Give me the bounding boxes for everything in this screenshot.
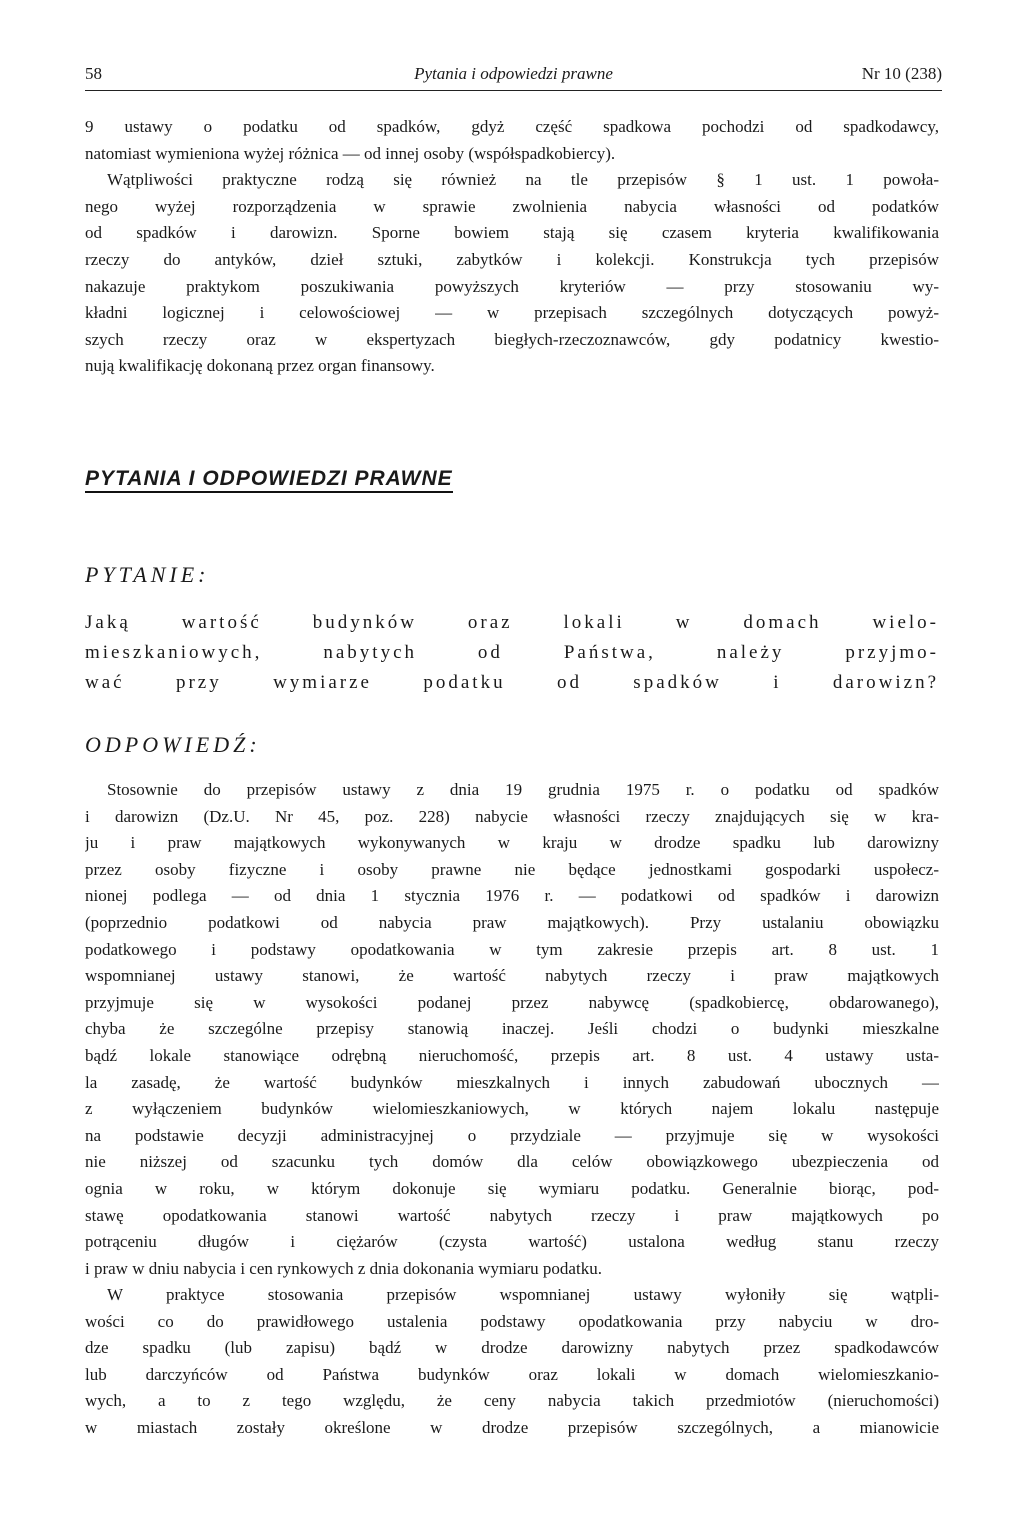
text-line: stawę opodatkowania stanowi wartość nabytych rzeczy i praw majątkowych po xyxy=(85,1205,939,1225)
text-line: i darowizn (Dz.U. Nr 45, poz. 228) nabycie własności rzeczy znajdujących się w kra- xyxy=(85,806,939,826)
text-line: ju i praw majątkowych wykonywanych w kraju w drodze spadku lub darowizny xyxy=(85,833,939,853)
text-line: w miastach zostały określone w drodze przepisów szczególnych, a mianowicie xyxy=(85,1417,939,1437)
running-title: Pytania i odpowiedzi prawne xyxy=(414,64,613,83)
text-line: potrąceniu długów i ciężarów (czysta wartość) ustalona według stanu rzeczy xyxy=(85,1232,939,1252)
text-line: wspomnianej ustawy stanowi, że wartość nabytych rzeczy i praw majątkowych xyxy=(85,966,939,986)
answer-label: ODPOWIEDŹ: xyxy=(85,732,261,757)
text-line: podatkowego i podstawy opodatkowania w tym zakresie przepis art. 8 ust. 1 xyxy=(85,939,939,959)
text-line: dze spadku (lub zapisu) bądź w drodze darowizny nabytych przez spadkodawców xyxy=(85,1338,939,1358)
text-line: nie niższej od szacunku tych domów dla celów obowiązkowego ubezpieczenia od xyxy=(85,1152,939,1172)
text-line: od spadków i darowizn. Sporne bowiem stają się czasem kryteria kwalifikowania xyxy=(85,223,939,243)
text-line: bądź lokale stanowiące odrębną nieruchomość, przepis art. 8 ust. 4 ustawy usta- xyxy=(85,1045,939,1065)
text-line: z wyłączeniem budynków wielomieszkaniowych, w których najem lokalu następuje xyxy=(85,1099,939,1119)
text-line: szych rzeczy oraz w ekspertyzach biegłych-rzeczoznawców, gdy podatnicy kwestio- xyxy=(85,329,939,349)
text-line: natomiast wymieniona wyżej różnica — od innej osoby (współspadkobiercy). xyxy=(85,143,616,163)
text-line: 9 ustawy o podatku od spadków, gdyż część spadkowa pochodzi od spadkodawcy, xyxy=(85,117,939,136)
text-line: rzeczy do antyków, dzieł sztuki, zabytków i kolekcji. Konstrukcja tych przepisów xyxy=(85,249,939,269)
text-line: ognia w roku, w którym dokonuje się wymiaru podatku. Generalnie biorąc, pod- xyxy=(85,1178,939,1198)
text-line: wości co do prawidłowego ustalenia podstawy opodatkowania przy nabyciu w dro- xyxy=(85,1311,939,1331)
intro-paragraph xyxy=(85,114,939,380)
text-line: nakazuje praktykom poszukiwania powyższych kryteriów — przy stosowaniu wy- xyxy=(85,276,939,296)
text-line: W praktyce stosowania przepisów wspomnianej ustawy wyłoniły się wątpli- xyxy=(107,1285,939,1304)
text-line: przez osoby fizyczne i osoby prawne nie będące jednostkami gospodarki uspołecz- xyxy=(85,859,939,879)
text-line: la zasadę, że wartość budynków mieszkalnych i innych zabudowań ubocznych — xyxy=(85,1072,939,1092)
answer-paragraph xyxy=(85,777,939,1282)
text-line: Stosownie do przepisów ustawy z dnia 19 grudnia 1975 r. o podatku od spadków xyxy=(107,780,939,799)
text-line: kładni logicznej i celowościowej — w przepisach szczególnych dotyczących powyż- xyxy=(85,303,939,323)
text-line: lub darczyńców od Państwa budynków oraz lokali w domach wielomieszkanio- xyxy=(85,1364,939,1384)
text-line: chyba że szczególne przepisy stanowią inaczej. Jeśli chodzi o budynki mieszkalne xyxy=(85,1019,939,1039)
question-line: Jaką wartość budynków oraz lokali w domach wielo- xyxy=(85,612,939,633)
running-head xyxy=(85,62,942,91)
question-text xyxy=(85,608,939,698)
text-line: i praw w dniu nabycia i cen rynkowych z dnia dokonania wymiaru podatku. xyxy=(85,1258,602,1278)
text-line: nionej podlega — od dnia 1 stycznia 1976 r. — podatkowi od spadków i darowizn xyxy=(85,886,939,906)
page-number: 58 xyxy=(85,64,102,83)
text-line: Wątpliwości praktyczne rodzą się również na tle przepisów § 1 ust. 1 powoła- xyxy=(107,170,939,190)
text-line: wych, a to z tego względu, że ceny nabycia takich przedmiotów (nieruchomości) xyxy=(85,1391,939,1411)
text-line: (poprzednio podatkowi od nabycia praw majątkowych). Przy ustalaniu obowiązku xyxy=(85,912,939,932)
question-line: mieszkaniowych, nabytych od Państwa, należy przyjmo- xyxy=(85,642,939,663)
text-line: nują kwalifikację dokonaną przez organ finansowy. xyxy=(85,356,435,376)
answer-paragraph-2 xyxy=(85,1282,939,1442)
question-line: wać przy wymiarze podatku od spadków i darowizn? xyxy=(85,672,939,693)
text-line: nego wyżej rozporządzenia w sprawie zwolnienia nabycia własności od podatków xyxy=(85,196,939,216)
question-label: PYTANIE: xyxy=(85,562,210,587)
text-line: na podstawie decyzji administracyjnej o przydziale — przyjmuje się w wysokości xyxy=(85,1125,939,1145)
section-title: PYTANIA I ODPOWIEDZI PRAWNE xyxy=(85,468,453,493)
issue-number: Nr 10 (238) xyxy=(861,64,942,83)
text-line: przyjmuje się w wysokości podanej przez nabywcę (spadkobiercę, obdarowanego), xyxy=(85,992,939,1012)
